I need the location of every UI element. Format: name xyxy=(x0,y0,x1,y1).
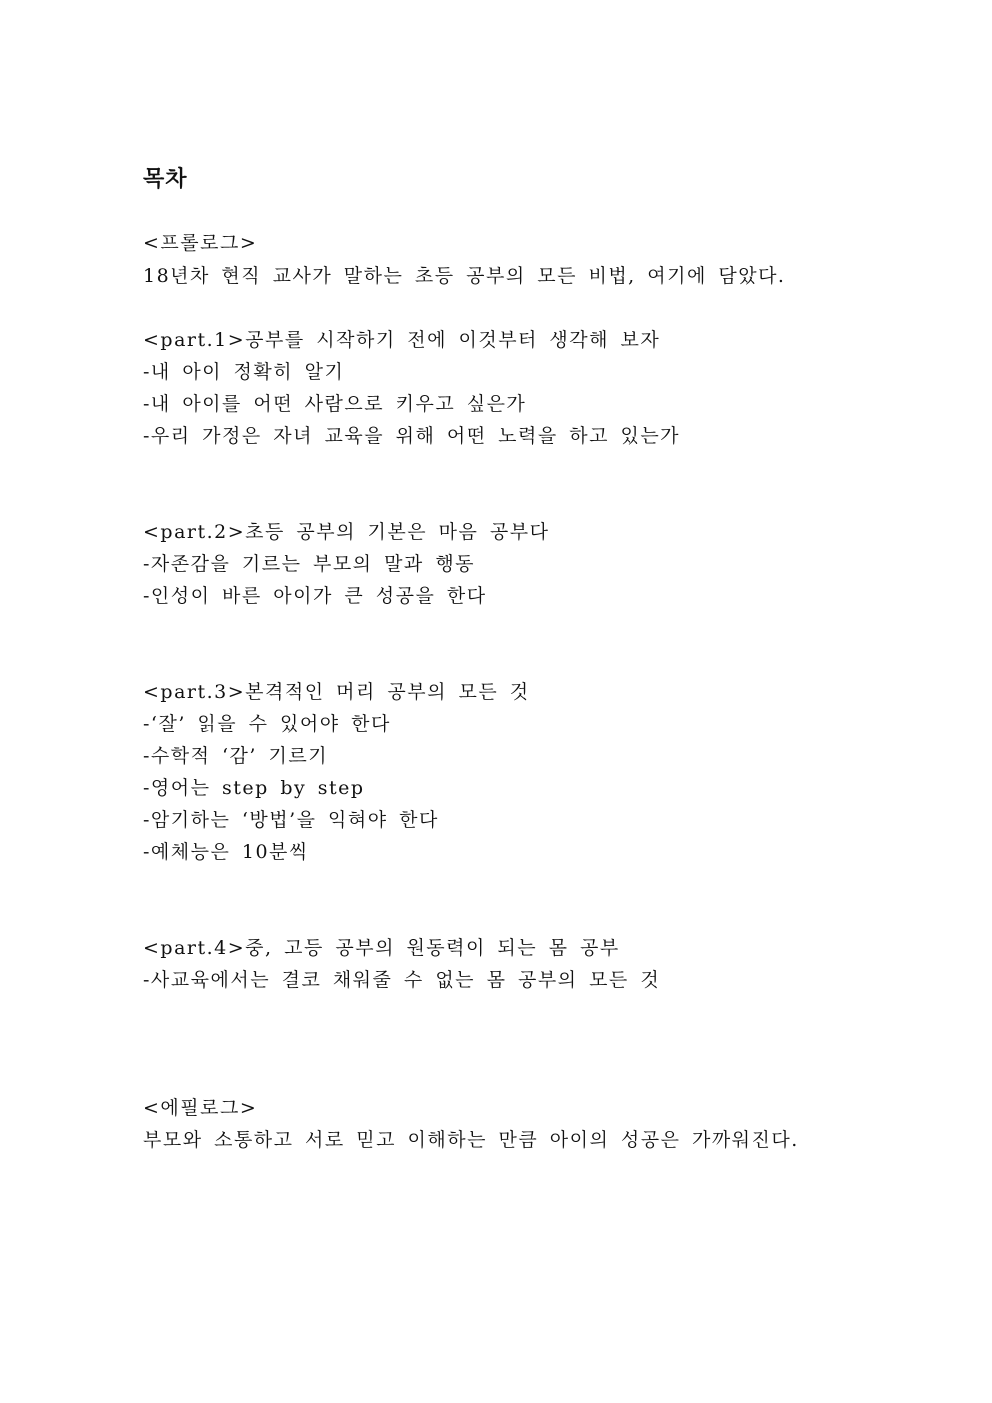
epilogue-text: 부모와 소통하고 서로 믿고 이해하는 만큼 아이의 성공은 가까워진다. xyxy=(143,1129,799,1151)
part1-item: -우리 가정은 자녀 교육을 위해 어떤 노력을 하고 있는가 xyxy=(143,425,681,447)
part4-heading: <part.4>중, 고등 공부의 원동력이 되는 몸 공부 xyxy=(143,937,620,959)
part1-heading: <part.1>공부를 시작하기 전에 이것부터 생각해 보자 xyxy=(143,329,661,351)
part3-item: -수학적 ‘감’ 기르기 xyxy=(143,745,329,767)
part3-item: -‘잘’ 읽을 수 있어야 한다 xyxy=(143,713,391,735)
part2-item: -자존감을 기르는 부모의 말과 행동 xyxy=(143,553,476,575)
part2-item: -인성이 바른 아이가 큰 성공을 한다 xyxy=(143,585,487,607)
part3-item: -암기하는 ‘방법’을 익혀야 한다 xyxy=(143,809,439,831)
part2-heading: <part.2>초등 공부의 기본은 마음 공부다 xyxy=(143,521,550,543)
part3-item: -예체능은 10분씩 xyxy=(143,841,309,863)
part4-item: -사교육에서는 결코 채워줄 수 없는 몸 공부의 모든 것 xyxy=(143,969,661,991)
part3-heading: <part.3>본격적인 머리 공부의 모든 것 xyxy=(143,681,530,703)
part1-item: -내 아이 정확히 알기 xyxy=(143,361,345,383)
prologue-text: 18년차 현직 교사가 말하는 초등 공부의 모든 비법, 여기에 담았다. xyxy=(143,265,786,287)
epilogue-heading: <에필로그> xyxy=(143,1097,258,1119)
prologue-heading: <프롤로그> xyxy=(143,232,258,254)
toc-title: 목차 xyxy=(143,166,188,192)
part1-item: -내 아이를 어떤 사람으로 키우고 싶은가 xyxy=(143,393,527,415)
part3-item: -영어는 step by step xyxy=(143,777,365,799)
